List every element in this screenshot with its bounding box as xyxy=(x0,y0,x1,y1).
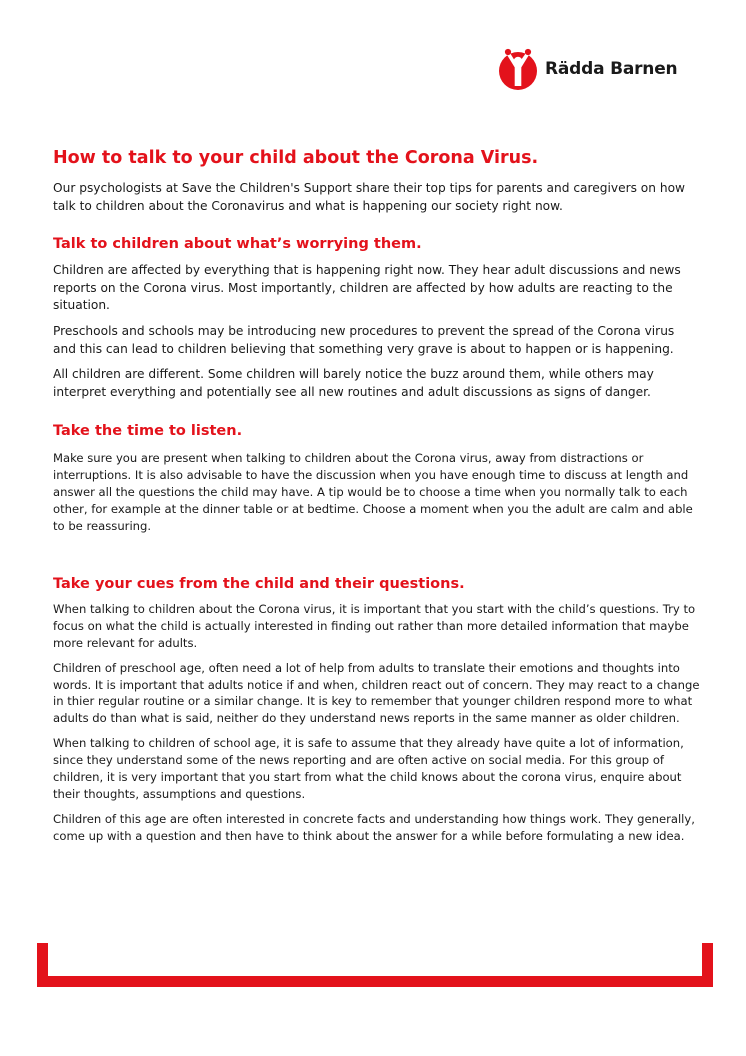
section-heading: Talk to children about what’s worrying them. xyxy=(53,236,422,253)
article xyxy=(53,146,701,845)
section-heading: Take your cues from the child and their questions. xyxy=(53,575,465,592)
save-the-children-figure-icon xyxy=(496,45,540,93)
section-paragraph: Make sure you are present when talking to children about the Corona virus, away from distractions or interruptions. It is also advisable to have the discussion when you have enough time to discuss at length and answer all the questions the child may have. A tip would be to choose a time when you normally talk to each other, for example at the dinner table or at bedtime. Choose a moment when you the adult are calm and able to be reassuring. xyxy=(53,451,693,533)
section-paragraph: When talking to children of school age, it is safe to assume that they already have quite a lot of information, since they understand some of the news reporting and are often active on social media. For this group of children, it is very important that you start from what the child knows about the corona virus, enquire about their thoughts, assumptions and questions. xyxy=(53,736,684,801)
section-heading: Take the time to listen. xyxy=(53,423,243,440)
logo-wordmark: Rädda Barnen xyxy=(545,59,678,79)
intro-paragraph: Our psychologists at Save the Children's Support share their top tips for parents and caregivers on how talk to children about the Coronavirus and what is happening our society right now. xyxy=(53,181,686,213)
section-paragraph: Children of this age are often interested in concrete facts and understanding how things work. They generally, come up with a question and then have to think about the answer for a while before formulating a new idea. xyxy=(53,811,695,843)
footer-frame xyxy=(37,943,713,987)
section-listen xyxy=(53,421,701,844)
section-paragraph: Preschools and schools may be introducing new procedures to prevent the spread of the Corona virus and this can lead to children believing that something very grave is about to happen or is happening. xyxy=(53,323,675,356)
section-paragraph: Children are affected by everything that is happening right now. They hear adult discussions and news reports on the Corona virus. Most importantly, children are affected by how adults are reacting to the situation. xyxy=(53,263,681,313)
section-paragraph: All children are different. Some children will barely notice the buzz around them, while others may interpret everything and potentially see all new routines and adult discussions as signs of danger. xyxy=(53,367,654,399)
section-paragraph: Children of preschool age, often need a lot of help from adults to translate their emotions and thoughts into words. It is important that adults notice if and when, children react out of concern. They may react to a change in thier regular routine or a similar change. It is key to remember that younger children respond more to what adults do than what is said, neither do they understand news reports in the same manner as older children. xyxy=(53,660,700,726)
rb-logo xyxy=(496,45,677,93)
section-paragraph: When talking to children about the Corona virus, it is important that you start with the child’s questions. Try to focus on what the child is actually interested in finding out rather than more detailed information that maybe more relevant for adults. xyxy=(53,601,696,650)
page-title: How to talk to your child about the Corona Virus. xyxy=(53,148,539,168)
